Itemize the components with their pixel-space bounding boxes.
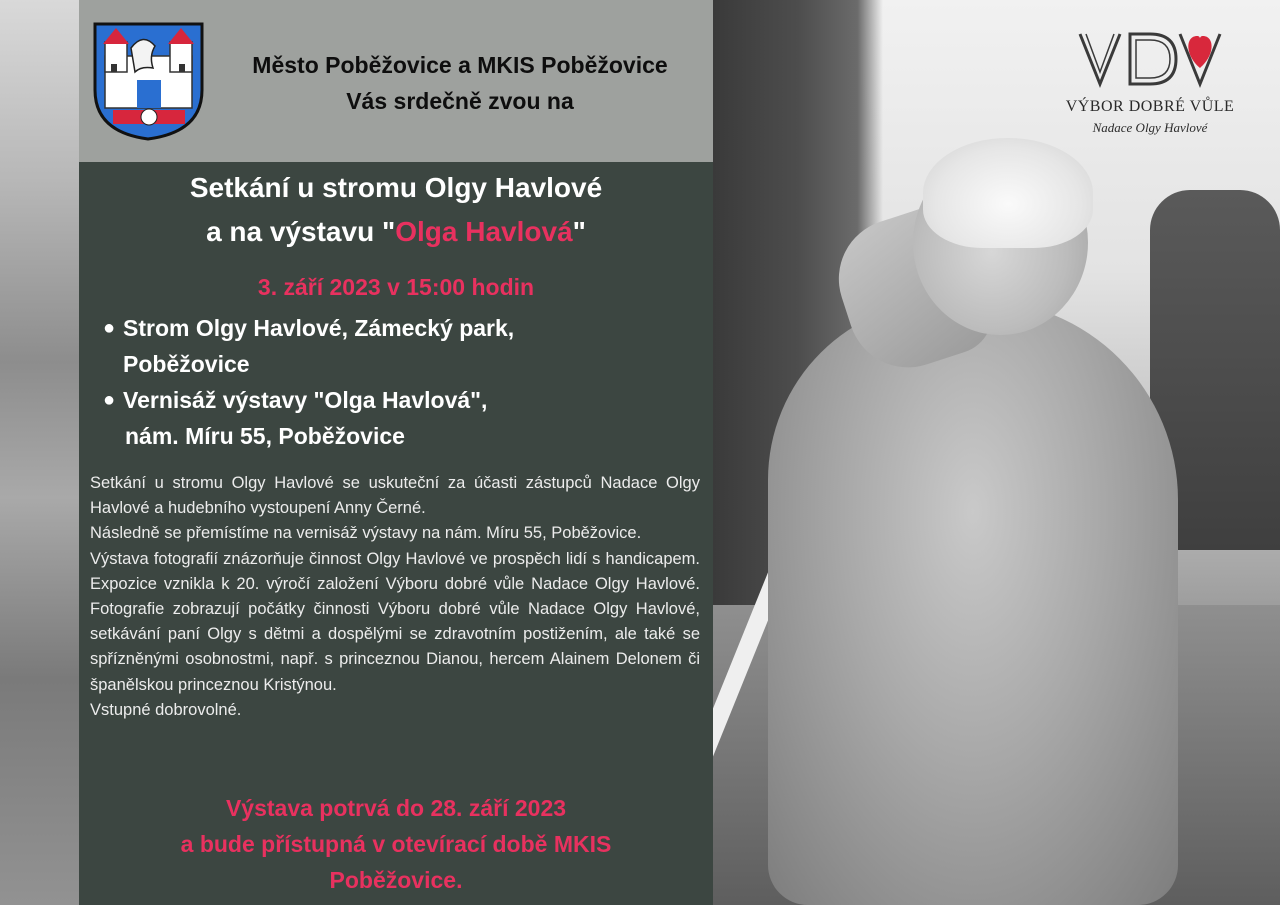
title-line-2 — [79, 210, 713, 254]
vdv-monogram-icon — [1060, 22, 1240, 98]
location-item — [103, 382, 703, 454]
location-item — [103, 310, 703, 382]
town-crest-icon — [91, 20, 206, 142]
title-line-1: Setkání u stromu Olgy Havlové — [189, 172, 603, 203]
logo-subtitle: Nadace Olgy Havlové — [1092, 120, 1208, 135]
bullet-dot-icon: ● — [103, 317, 116, 339]
title-line-2-prefix: a na výstavu " — [206, 216, 396, 247]
logo-name: VÝBOR DOBRÉ VŮLE — [1065, 98, 1235, 115]
closing-line-3: Poběžovice. — [329, 867, 463, 893]
header-line-2: Vás srdečně zvou na — [346, 88, 574, 114]
description-paragraph: Výstava fotografií znázorňuje činnost Olgy Havlové ve prospěch lidí s handicapem. Expozice vznikla k 20. výročí založení Výboru dobré vůle Nadace Olgy Havlové. Fotografie zobrazují počátky činnosti Výboru dobré vůle Nadace Olgy Havlové, setkávání paní Olgy s dětmi a dospělými se zdravotním postižením, ale také se spřízněnými osobnostmi, např. s princeznou Dianou, hercem Alainem Delonem či španělskou princeznou Kristýnou. — [90, 549, 700, 694]
background-photo-left — [0, 0, 80, 905]
description-paragraph: Vstupné dobrovolné. — [90, 700, 242, 719]
header-band — [79, 0, 713, 162]
title-accent: Olga Havlová — [395, 216, 573, 247]
event-date: 3. září 2023 v 15:00 hodin — [257, 274, 535, 300]
event-description — [90, 471, 700, 723]
exhibition-closing-note — [79, 790, 713, 898]
location-line-2: Poběžovice — [123, 351, 250, 377]
title-line-2-suffix: " — [572, 216, 586, 247]
vdv-logo — [1060, 22, 1240, 142]
closing-line-2: a bude přístupná v otevírací době MKIS — [180, 831, 612, 857]
description-paragraph: Setkání u stromu Olgy Havlové se uskuteční za účasti zástupců Nadace Olgy Havlové a hudebního vystoupení Anny Černé. — [90, 474, 700, 518]
location-line-1: Strom Olgy Havlové, Zámecký park, — [123, 315, 515, 341]
closing-line-1: Výstava potrvá do 28. září 2023 — [225, 795, 567, 821]
description-paragraph: Následně se přemístíme na vernisáž výstavy na nám. Míru 55, Poběžovice. — [90, 524, 642, 543]
location-line-2: nám. Míru 55, Poběžovice — [125, 423, 405, 449]
location-line-1: Vernisáž výstavy "Olga Havlová", — [123, 387, 488, 413]
header-line-1: Město Poběžovice a MKIS Poběžovice — [252, 52, 668, 78]
event-locations — [103, 310, 703, 454]
photo-figure-hair — [923, 138, 1093, 248]
bullet-dot-icon: ● — [103, 389, 116, 411]
photo-figure-coat — [768, 300, 1178, 905]
invitation-panel — [79, 0, 713, 905]
event-title — [79, 166, 713, 254]
